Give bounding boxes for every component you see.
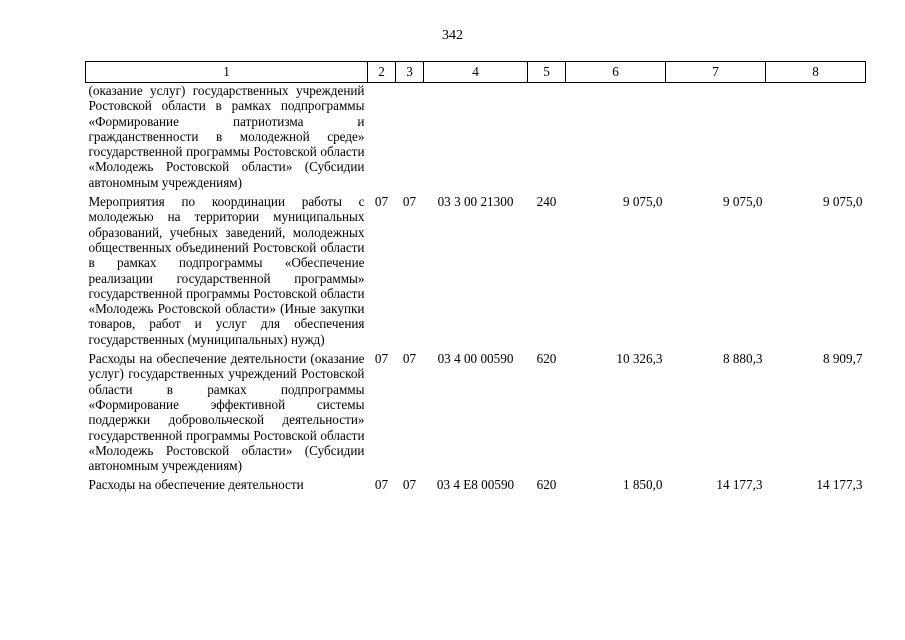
row-value-col8: 9 075,0 <box>822 194 863 210</box>
row-vr <box>528 83 566 195</box>
row-rz: 07 <box>374 351 389 367</box>
table-row <box>86 194 866 351</box>
row-value-col8: 14 177,3 <box>816 477 863 493</box>
budget-table <box>85 61 866 497</box>
row-description: Расходы на обеспечение деятельности (оказание услуг) государственных учреждений Ростовской области в рамках подпрограммы «Формирование эффективной системы поддержки добровольческой деятельности» государственной программы Ростовской области «Молодежь Ростовской области» (Субсидии автономным учреждениям) <box>88 351 365 474</box>
row-value-col7: 14 177,3 <box>716 477 763 493</box>
row-value-col8: 8 909,7 <box>822 351 863 367</box>
row-description: (оказание услуг) государственных учреждений Ростовской области в рамках подпрограммы «Формирование патриотизма и гражданственности в молодежной среде» государственной программы Ростовской области «Молодежь Ростовской области» (Субсидии автономным учреждениям) <box>88 83 365 190</box>
row-description: Мероприятия по координации работы с молодежью на территории муниципальных образований, учебных заведений, молодежных общественных объединений Ростовской области в рамках подпрограммы «Обеспечение реализации государственной программы» государственной программы Ростовской области «Молодежь Ростовской области» (Иные закупки товаров, работ и услуг для обеспечения государственных (муниципальных) нужд) <box>88 194 365 347</box>
row-rz: 07 <box>374 477 389 493</box>
column-header: 3 <box>396 62 424 83</box>
row-value-col6: 9 075,0 <box>622 194 663 210</box>
column-header: 5 <box>528 62 566 83</box>
row-pr: 07 <box>402 477 417 493</box>
row-pr: 07 <box>402 194 417 210</box>
column-header: 2 <box>368 62 396 83</box>
table-row <box>86 477 866 496</box>
table-row <box>86 351 866 477</box>
table-header-row <box>86 62 866 83</box>
row-value-col7: 8 880,3 <box>722 351 763 367</box>
row-pr: 07 <box>402 351 417 367</box>
row-value-col6: 10 326,3 <box>616 351 663 367</box>
row-csr: 03 3 00 21300 <box>437 194 514 210</box>
row-value-col8 <box>766 83 866 195</box>
row-value-col7: 9 075,0 <box>722 194 763 210</box>
column-header: 7 <box>666 62 766 83</box>
column-header: 4 <box>424 62 528 83</box>
row-value-col6: 1 850,0 <box>622 477 663 493</box>
table-row <box>86 83 866 195</box>
column-header: 1 <box>86 62 368 83</box>
column-header: 6 <box>566 62 666 83</box>
row-vr: 620 <box>536 351 557 367</box>
page-number: 342 <box>442 28 463 43</box>
row-pr <box>396 83 424 195</box>
row-value-col7 <box>666 83 766 195</box>
row-csr: 03 4 E8 00590 <box>436 477 515 493</box>
row-vr: 240 <box>536 194 557 210</box>
row-value-col6 <box>566 83 666 195</box>
row-vr: 620 <box>536 477 557 493</box>
row-csr: 03 4 00 00590 <box>437 351 514 367</box>
row-rz <box>368 83 396 195</box>
row-rz: 07 <box>374 194 389 210</box>
column-header: 8 <box>766 62 866 83</box>
row-csr <box>424 83 528 195</box>
row-description: Расходы на обеспечение деятельности <box>88 477 304 493</box>
